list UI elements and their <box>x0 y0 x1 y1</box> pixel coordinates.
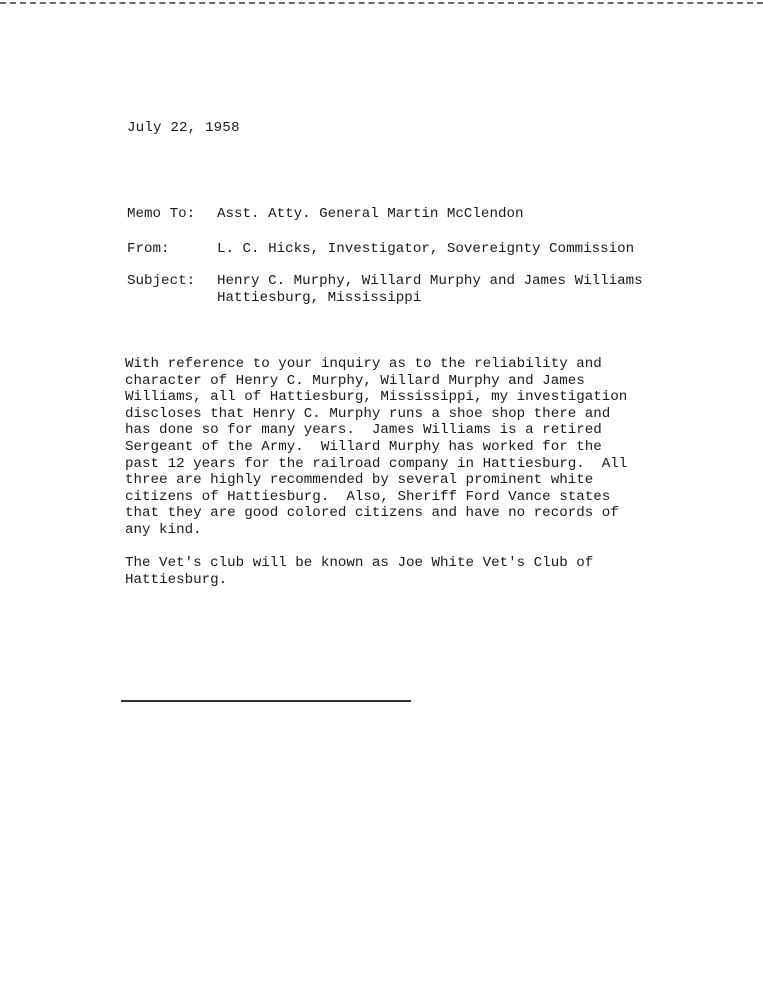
body-paragraph-2: The Vet's club will be known as Joe White Vet's Club of Hattiesburg. <box>125 555 594 588</box>
memo-to-value: Asst. Atty. General Martin McClendon <box>217 206 524 222</box>
memo-subject-label: Subject: <box>127 273 196 289</box>
memo-subject-line-2: Hattiesburg, Mississippi <box>217 289 422 306</box>
memo-to-label: Memo To: <box>127 206 196 222</box>
memo-subject-row <box>127 273 643 339</box>
page-top-edge <box>0 2 763 4</box>
memo-date: July 22, 1958 <box>127 120 240 136</box>
signature-line <box>121 700 411 702</box>
memo-from-value: L. C. Hicks, Investigator, Sovereignty Commission <box>217 241 635 257</box>
body-paragraph-1: With reference to your inquiry as to the reliability and character of Henry C. Murphy, Willard Murphy and James Williams, all of Hattiesburg, Mississippi, my investigation discloses that Henry C. Murphy runs a shoe shop there and has done so for many years. James Williams is a retired Sergeant of the Army. Willard Murphy has worked for the past 12 years for the railroad company in Hattiesburg. All three are highly recommended by several prominent white citizens of Hattiesburg. Also, Sheriff Ford Vance states that they are good colored citizens and have no records of any kind. <box>125 356 628 538</box>
memo-subject-line-1: Henry C. Murphy, Willard Murphy and James Williams <box>217 273 643 289</box>
memo-from-label: From: <box>127 241 170 257</box>
